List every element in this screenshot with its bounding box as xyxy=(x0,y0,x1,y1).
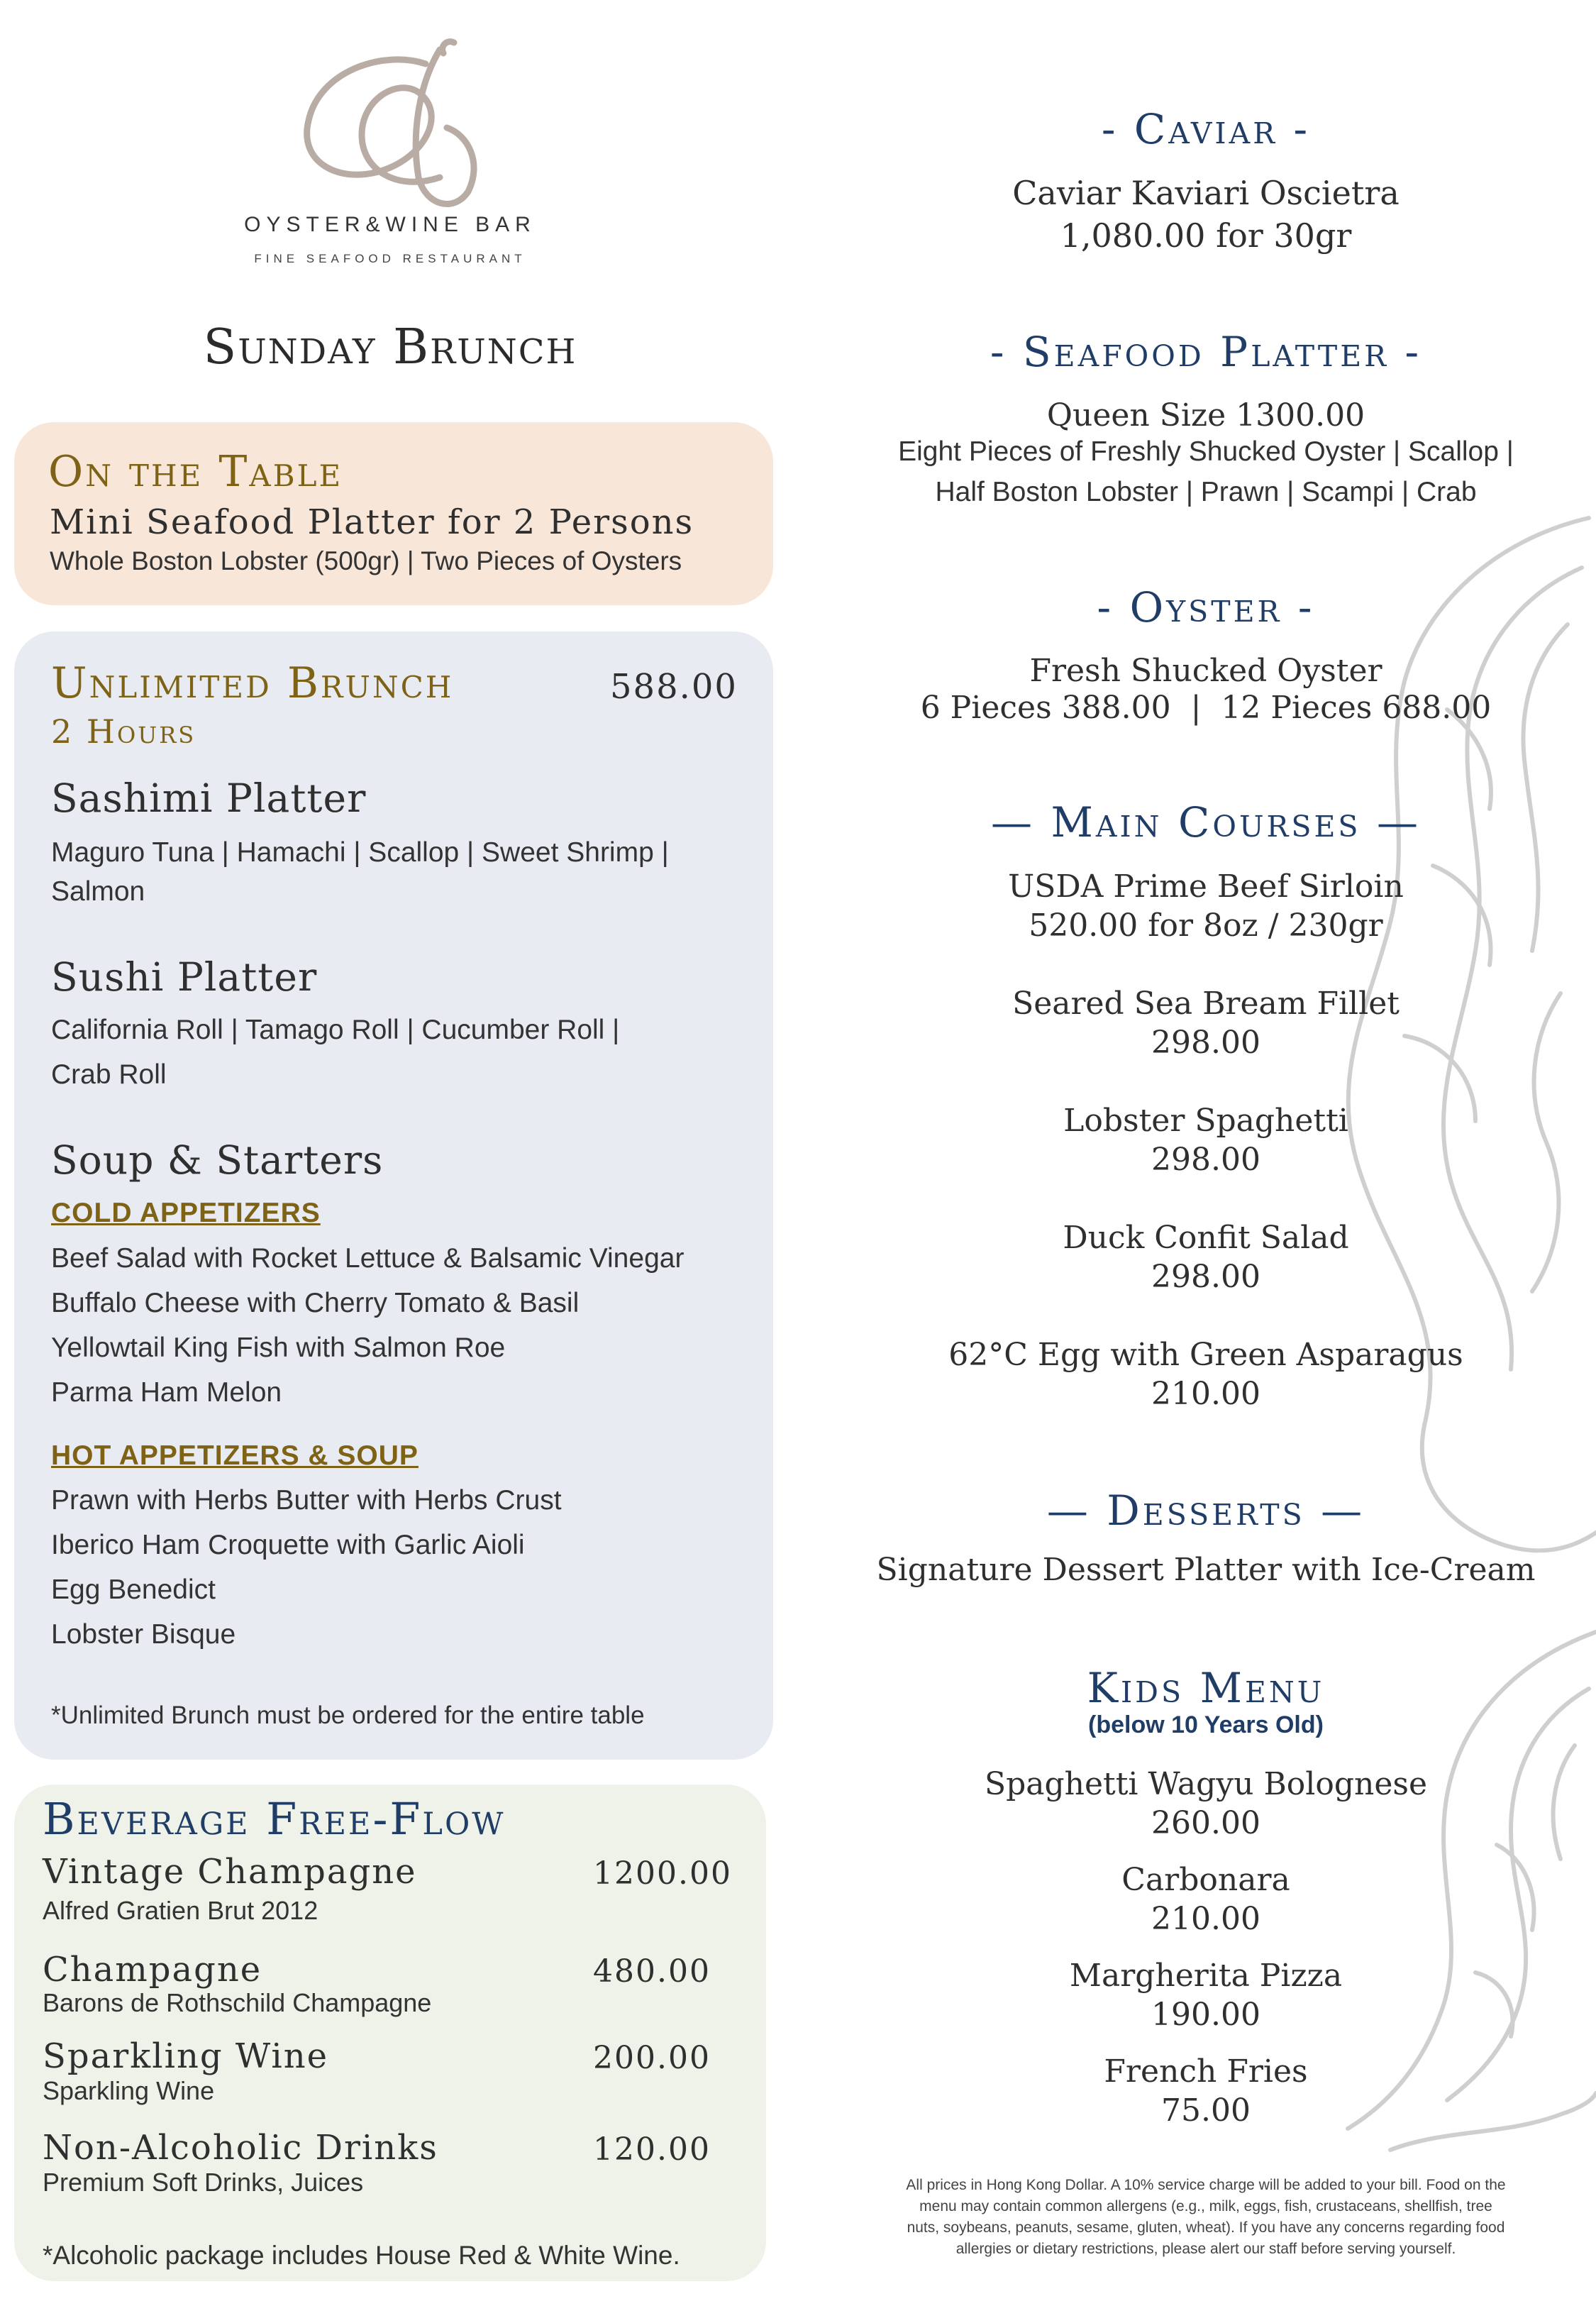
seafood-platter-size: Queen Size 1300.00 xyxy=(1046,397,1365,434)
sashimi-line: Salmon xyxy=(51,876,145,907)
footnote-line: allergies or dietary restrictions, please alert our staff before serving yourself. xyxy=(955,2241,1456,2257)
main-course-name: Lobster Spaghetti xyxy=(1063,1103,1348,1139)
on-the-table-heading: On the Table xyxy=(48,447,343,497)
main-course-price: 210.00 xyxy=(1151,1376,1260,1412)
unlimited-brunch-duration: 2 Hours xyxy=(51,712,196,751)
page-title: Sunday Brunch xyxy=(203,319,577,375)
footnote-line: All prices in Hong Kong Dollar. A 10% service charge will be added to your bill. Food on the xyxy=(906,2177,1506,2193)
dessert-item: Signature Dessert Platter with Ice-Cream xyxy=(876,1552,1536,1588)
cold-appetizers-heading: COLD APPETIZERS xyxy=(51,1198,321,1228)
cold-item: Beef Salad with Rocket Lettuce & Balsamic Vinegar xyxy=(51,1243,685,1274)
kids-item-price: 260.00 xyxy=(1151,1805,1260,1841)
oyster-price: 6 Pieces 388.00 | 12 Pieces 688.00 xyxy=(920,690,1492,726)
cold-item: Parma Ham Melon xyxy=(51,1377,282,1408)
cold-item: Buffalo Cheese with Cherry Tomato & Basil xyxy=(51,1288,580,1318)
beverage-price: 1200.00 xyxy=(593,1855,732,1892)
hot-item: Egg Benedict xyxy=(51,1574,216,1605)
unlimited-brunch-note: *Unlimited Brunch must be ordered for the entire table xyxy=(51,1701,645,1729)
footnote-line: nuts, soybeans, peanuts, sesame, gluten, wheat). If you have any concerns regarding food xyxy=(907,2219,1505,2236)
hot-item: Prawn with Herbs Butter with Herbs Crust xyxy=(51,1485,562,1516)
beverage-note: *Alcoholic package includes House Red & White Wine. xyxy=(43,2241,680,2270)
main-course-name: 62°C Egg with Green Asparagus xyxy=(948,1337,1463,1373)
soup-starters-title: Soup & Starters xyxy=(51,1137,384,1183)
on-the-table-item: Mini Seafood Platter for 2 Persons xyxy=(50,502,694,542)
beverage-name: Sparkling Wine xyxy=(43,2036,329,2076)
beverage-desc: Sparkling Wine xyxy=(43,2076,215,2105)
oyster-name: Fresh Shucked Oyster xyxy=(1029,653,1382,689)
beverage-name: Vintage Champagne xyxy=(43,1852,417,1892)
kids-item-name: Margherita Pizza xyxy=(1069,1958,1343,1994)
seafood-platter-heading: - Seafood Platter - xyxy=(990,328,1422,376)
kids-item-price: 75.00 xyxy=(1161,2092,1251,2129)
kids-menu-heading: Kids Menu xyxy=(1087,1664,1325,1712)
hot-appetizers-heading: HOT APPETIZERS & SOUP xyxy=(51,1440,419,1471)
sushi-line: Crab Roll xyxy=(51,1059,167,1090)
caviar-price: 1,080.00 for 30gr xyxy=(1060,216,1352,255)
sushi-title: Sushi Platter xyxy=(51,954,318,1000)
beverage-price: 120.00 xyxy=(593,2131,711,2168)
main-course-name: Seared Sea Bream Fillet xyxy=(1012,986,1400,1022)
brand-tagline: FINE SEAFOOD RESTAURANT xyxy=(254,252,526,265)
beverage-desc: Barons de Rothschild Champagne xyxy=(43,1988,432,2017)
oyster-heading: - Oyster - xyxy=(1097,583,1315,631)
hot-item: Iberico Ham Croquette with Garlic Aioli xyxy=(51,1530,525,1560)
sashimi-line: Maguro Tuna | Hamachi | Scallop | Sweet Shrimp | xyxy=(51,837,669,868)
unlimited-brunch-heading: Unlimited Brunch xyxy=(51,658,454,708)
main-course-price: 298.00 xyxy=(1151,1142,1260,1178)
beverage-price: 200.00 xyxy=(593,2040,711,2076)
kids-menu-subtitle: (below 10 Years Old) xyxy=(1088,1711,1324,1738)
footnote-line: menu may contain common allergens (e.g., milk, eggs, fish, crustaceans, shellfish, tree xyxy=(919,2198,1492,2214)
caviar-heading: - Caviar - xyxy=(1101,105,1311,153)
beverage-heading: Beverage Free-Flow xyxy=(43,1793,506,1845)
beverage-price: 480.00 xyxy=(593,1953,711,1990)
main-course-name: Duck Confit Salad xyxy=(1063,1220,1349,1256)
main-course-price: 298.00 xyxy=(1151,1025,1260,1061)
sushi-line: California Roll | Tamago Roll | Cucumber Roll | xyxy=(51,1015,620,1045)
footnote xyxy=(823,2175,1589,2260)
main-course-name: USDA Prime Beef Sirloin xyxy=(1008,868,1404,905)
cold-item: Yellowtail King Fish with Salmon Roe xyxy=(51,1333,506,1363)
beverage-desc: Alfred Gratien Brut 2012 xyxy=(43,1896,318,1925)
beverage-desc: Premium Soft Drinks, Juices xyxy=(43,2168,364,2197)
main-course-price: 298.00 xyxy=(1151,1259,1260,1295)
kids-item-name: Carbonara xyxy=(1121,1862,1290,1898)
beverage-name: Non-Alcoholic Drinks xyxy=(43,2128,438,2168)
caviar-name: Caviar Kaviari Oscietra xyxy=(1012,174,1400,212)
desserts-heading: — Desserts — xyxy=(1046,1486,1365,1535)
sashimi-title: Sashimi Platter xyxy=(51,776,367,821)
kids-item-name: French Fries xyxy=(1104,2053,1308,2090)
beverage-name: Champagne xyxy=(43,1950,262,1990)
seafood-platter-line: Eight Pieces of Freshly Shucked Oyster | Scallop | xyxy=(898,436,1514,467)
hot-item: Lobster Bisque xyxy=(51,1619,236,1650)
kids-item-price: 190.00 xyxy=(1151,1997,1260,2033)
seafood-platter-line: Half Boston Lobster | Prawn | Scampi | Crab xyxy=(935,477,1477,507)
brand-name: OYSTER&WINE BAR xyxy=(244,213,536,236)
on-the-table-detail: Whole Boston Lobster (500gr) | Two Pieces of Oysters xyxy=(50,546,682,575)
main-courses-heading: — Main Courses — xyxy=(991,798,1421,846)
kids-item-name: Spaghetti Wagyu Bolognese xyxy=(984,1766,1428,1802)
kids-item-price: 210.00 xyxy=(1151,1901,1260,1937)
main-course-price: 520.00 for 8oz / 230gr xyxy=(1029,907,1383,944)
unlimited-brunch-price: 588.00 xyxy=(610,667,738,707)
